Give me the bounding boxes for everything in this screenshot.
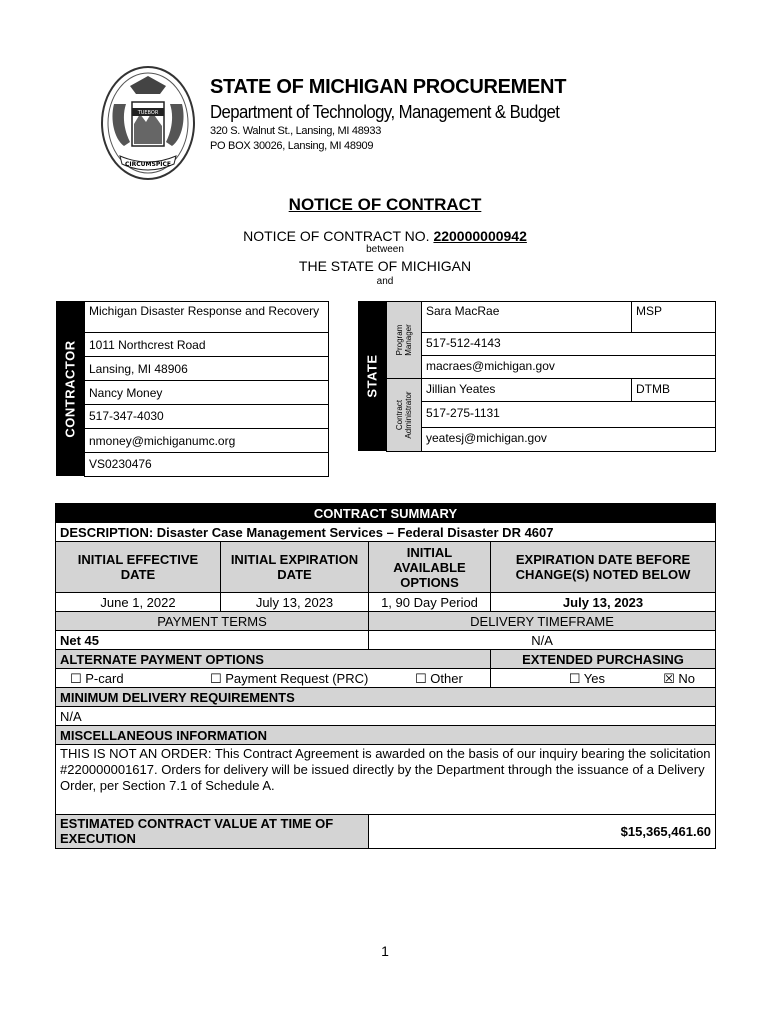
header-department: Department of Technology, Management & Budget: [210, 102, 560, 122]
initial-effective-date-header: INITIAL EFFECTIVE DATE: [56, 542, 221, 593]
delivery-timeframe-header: DELIVERY TIMEFRAME: [369, 612, 716, 631]
program-manager-phone: 517-512-4143: [421, 332, 716, 356]
state-label: STATE: [364, 354, 380, 398]
payment-request-checkbox[interactable]: ☐ Payment Request (PRC): [210, 670, 369, 686]
header-title: STATE OF MICHIGAN PROCUREMENT: [210, 76, 567, 98]
and-text: and: [376, 276, 394, 287]
alternate-payment-options-header: ALTERNATE PAYMENT OPTIONS: [56, 650, 491, 669]
program-manager-email: macraes@michigan.gov: [421, 355, 716, 379]
contractor-street: 1011 Northcrest Road: [84, 332, 329, 357]
notice-contract-line: [0, 228, 770, 244]
delivery-timeframe-value: N/A: [369, 631, 716, 650]
initial-expiration-date-header: INITIAL EXPIRATION DATE: [221, 542, 369, 593]
contractor-label-bar: [56, 301, 84, 476]
extended-yes-checkbox[interactable]: ☐ Yes: [568, 670, 605, 686]
contractor-vendor-id: VS0230476: [84, 452, 329, 477]
contractor-phone: 517-347-4030: [84, 404, 329, 429]
svg-text:TUEBOR: TUEBOR: [137, 110, 159, 116]
header-address-pobox: PO BOX 30026, Lansing, MI 48909: [210, 140, 374, 152]
contract-summary-title: CONTRACT SUMMARY: [56, 504, 716, 523]
contract-number: 220000000942: [433, 228, 527, 244]
p-card-checkbox[interactable]: ☐ P-card: [70, 670, 124, 686]
program-manager-label-box: [386, 301, 422, 379]
contractor-label: CONTRACTOR: [62, 339, 78, 438]
program-manager-label: Program Manager: [395, 324, 413, 356]
alternate-payment-options-row: [56, 669, 491, 688]
estimated-contract-value: $15,365,461.60: [369, 815, 716, 849]
program-manager-name: Sara MacRae: [421, 301, 632, 333]
contract-administrator-email: yeatesj@michigan.gov: [421, 427, 716, 452]
extended-no-checkbox[interactable]: ☒ No: [663, 670, 695, 686]
initial-available-options-header: INITIAL AVAILABLE OPTIONS: [369, 542, 491, 593]
initial-effective-date: June 1, 2022: [56, 593, 221, 612]
header-address-street: 320 S. Walnut St., Lansing, MI 48933: [210, 125, 382, 137]
extended-purchasing-row: [491, 669, 716, 688]
notice-contract-prefix: NOTICE OF CONTRACT NO.: [243, 228, 430, 244]
minimum-delivery-header: MINIMUM DELIVERY REQUIREMENTS: [56, 688, 716, 707]
state-of-michigan-text: THE STATE OF MICHIGAN: [298, 258, 472, 274]
initial-available-options: 1, 90 Day Period: [369, 593, 491, 612]
contract-administrator-phone: 517-275-1131: [421, 401, 716, 428]
extended-purchasing-header: EXTENDED PURCHASING: [491, 650, 716, 669]
contract-summary-table: [55, 503, 716, 849]
contract-administrator-label: Contract Administrator: [395, 391, 413, 439]
contractor-name: Michigan Disaster Response and Recovery: [84, 301, 329, 333]
expiration-date-before-changes-header: EXPIRATION DATE BEFORE CHANGE(S) NOTED BELOW: [491, 542, 716, 593]
svg-text:CIRCUMSPICE: CIRCUMSPICE: [125, 161, 171, 168]
between-text: between: [366, 244, 404, 255]
contract-administrator-agency: DTMB: [631, 378, 716, 402]
contractor-contact: Nancy Money: [84, 380, 329, 405]
michigan-seal-logo: [100, 64, 196, 182]
contract-description: DESCRIPTION: Disaster Case Management Services – Federal Disaster DR 4607: [56, 523, 716, 542]
miscellaneous-information-header: MISCELLANEOUS INFORMATION: [56, 726, 716, 745]
miscellaneous-information-text: THIS IS NOT AN ORDER: This Contract Agreement is awarded on the basis of our inquiry bearing the solicitation #220000001617. Orders for delivery will be issued directly by the Department through the issuance of a Delivery Order, per Section 7.1 of Schedule A.: [56, 745, 716, 815]
minimum-delivery-value: N/A: [56, 707, 716, 726]
estimated-contract-value-header: ESTIMATED CONTRACT VALUE AT TIME OF EXECUTION: [56, 815, 369, 849]
contractor-city: Lansing, MI 48906: [84, 356, 329, 381]
program-manager-agency: MSP: [631, 301, 716, 333]
payment-terms-header: PAYMENT TERMS: [56, 612, 369, 631]
notice-title: NOTICE OF CONTRACT: [288, 195, 482, 214]
state-label-bar: [358, 301, 386, 451]
initial-expiration-date: July 13, 2023: [221, 593, 369, 612]
payment-terms-value: Net 45: [56, 631, 369, 650]
contractor-email: nmoney@michiganumc.org: [84, 428, 329, 453]
contract-administrator-name: Jillian Yeates: [421, 378, 632, 402]
expiration-date-before-changes: July 13, 2023: [491, 593, 716, 612]
page-number: 1: [381, 943, 389, 959]
other-checkbox[interactable]: ☐ Other: [415, 670, 463, 686]
contract-administrator-label-box: [386, 378, 422, 452]
